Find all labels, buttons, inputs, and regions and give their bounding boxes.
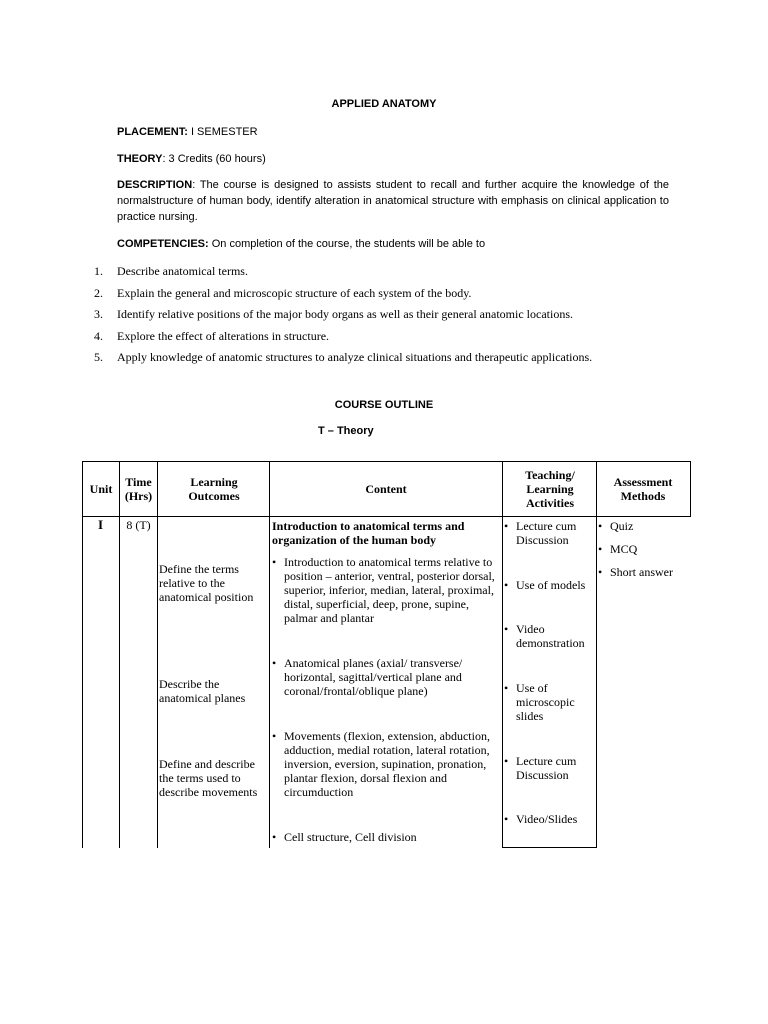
- description-paragraph: [117, 177, 669, 225]
- course-outline-heading: COURSE OUTLINE: [334, 399, 434, 411]
- list-item: [82, 307, 592, 329]
- outcome-item: Describe the anatomical planes: [159, 677, 246, 705]
- content-heading: Introduction to anatomical terms and organization of the human body: [272, 519, 465, 547]
- list-text: Apply knowledge of anatomic structures to analyze clinical situations and therapeutic applications.: [117, 350, 593, 365]
- list-item: [82, 286, 592, 308]
- header-unit: Unit: [89, 482, 113, 496]
- header-time: Time (Hrs): [124, 475, 153, 503]
- placement-line: [117, 124, 669, 140]
- placement-value: I SEMESTER: [187, 126, 258, 138]
- description-label: DESCRIPTION: [117, 179, 193, 191]
- time-cell: 8 (T): [126, 518, 151, 532]
- list-number: 3.: [94, 307, 103, 322]
- teaching-item: • Lecture cum Discussion: [504, 754, 577, 782]
- outcome-item: Define the terms relative to the anatomical position: [159, 562, 254, 604]
- assessment-item: • Short answer: [598, 565, 673, 579]
- list-text: Explore the effect of alterations in structure.: [117, 328, 330, 343]
- list-item: [82, 264, 592, 286]
- course-outline-table: [82, 461, 691, 848]
- competencies-value: On completion of the course, the students will be able to: [208, 238, 486, 250]
- theory-legend: T – Theory: [318, 425, 374, 437]
- teaching-item: • Video demonstration: [504, 622, 585, 650]
- theory-value: : 3 Credits (60 hours): [162, 153, 266, 165]
- header-content: Content: [365, 482, 407, 496]
- theory-line: [117, 151, 669, 167]
- teaching-item: • Use of microscopic slides: [504, 681, 575, 723]
- competencies-label: COMPETENCIES:: [117, 238, 209, 250]
- list-item: [82, 350, 592, 372]
- list-number: 5.: [94, 350, 103, 365]
- unit-cell: I: [97, 517, 104, 532]
- teaching-item: • Use of models: [504, 578, 586, 592]
- placement-label: PLACEMENT:: [117, 126, 188, 138]
- outcome-item: Define and describe the terms used to describe movements: [159, 757, 258, 799]
- list-text: Identify relative positions of the major body organs as well as their general anatomic locations.: [117, 307, 573, 322]
- theory-label: THEORY: [117, 153, 163, 165]
- assessment-item: • Quiz: [598, 519, 634, 533]
- list-number: 4.: [94, 328, 103, 343]
- teaching-item: • Lecture cum Discussion: [504, 519, 577, 547]
- header-assessment: Assessment Methods: [613, 475, 673, 503]
- assessment-item: • MCQ: [598, 542, 638, 556]
- header-learning-outcomes: Learning Outcomes: [188, 475, 240, 503]
- list-text: Describe anatomical terms.: [117, 264, 248, 278]
- content-item: • Introduction to anatomical terms relative to position – anterior, ventral, posterior dorsal, superior, inferior, median, lateral, proximal, distal, superficial, deep, prone, supine, palmar and plantar: [272, 555, 495, 625]
- content-item: • Movements (flexion, extension, abduction, adduction, medial rotation, lateral rotation, inversion, eversion, supination, pronation, plantar flexion, dorsal flexion and circumduction: [272, 729, 490, 799]
- teaching-item: • Video/Slides: [504, 812, 578, 826]
- header-teaching-activities: Teaching/ Learning Activities: [525, 468, 575, 510]
- list-text: Explain the general and microscopic structure of each system of the body.: [117, 285, 472, 300]
- competencies-line: [117, 236, 669, 252]
- list-item: [82, 329, 592, 351]
- content-item: • Cell structure, Cell division: [272, 830, 417, 844]
- document-title: APPLIED ANATOMY: [331, 98, 437, 110]
- content-item: • Anatomical planes (axial/ transverse/ horizontal, sagittal/vertical plane and coronal/frontal/oblique plane): [272, 656, 463, 698]
- list-number: 2.: [94, 285, 103, 300]
- list-number: 1.: [94, 264, 103, 278]
- description-value: : The course is designed to assists student to recall and further acquire the knowledge of the normalstructure of human body, identify alteration in anatomical structure with emphasis on clinical application to practice nursing.: [117, 179, 669, 223]
- competencies-list: [82, 264, 592, 372]
